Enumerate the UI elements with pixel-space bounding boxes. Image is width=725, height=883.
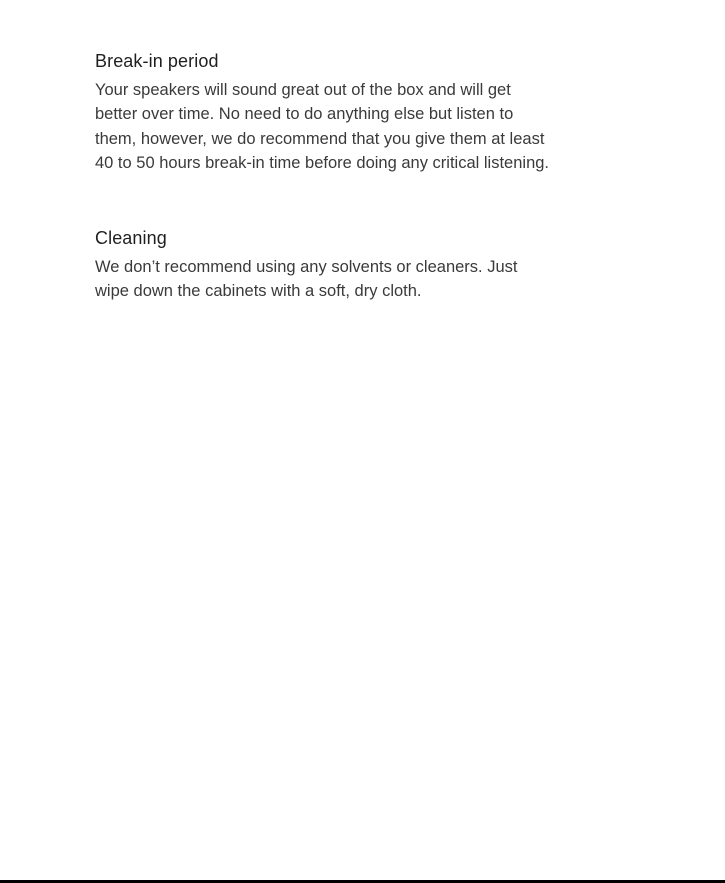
section-cleaning [95, 227, 625, 304]
section-heading: Break-in period [95, 51, 219, 71]
section-paragraph [95, 78, 625, 175]
paragraph-line: better over time. No need to do anything else but listen to [95, 105, 514, 124]
section-heading: Cleaning [95, 228, 167, 248]
paragraph-line: them, however, we do recommend that you give them at least [95, 129, 545, 148]
paragraph-line: Your speakers will sound great out of the box and will get [95, 81, 511, 99]
paragraph-line: wipe down the cabinets with a soft, dry cloth. [95, 282, 422, 301]
section-paragraph [95, 255, 625, 304]
section-break-in-period [95, 50, 625, 175]
paragraph-line: We don’t recommend using any solvents or cleaners. Just [95, 258, 518, 276]
paragraph-line: 40 to 50 hours break-in time before doing any critical listening. [95, 153, 549, 172]
